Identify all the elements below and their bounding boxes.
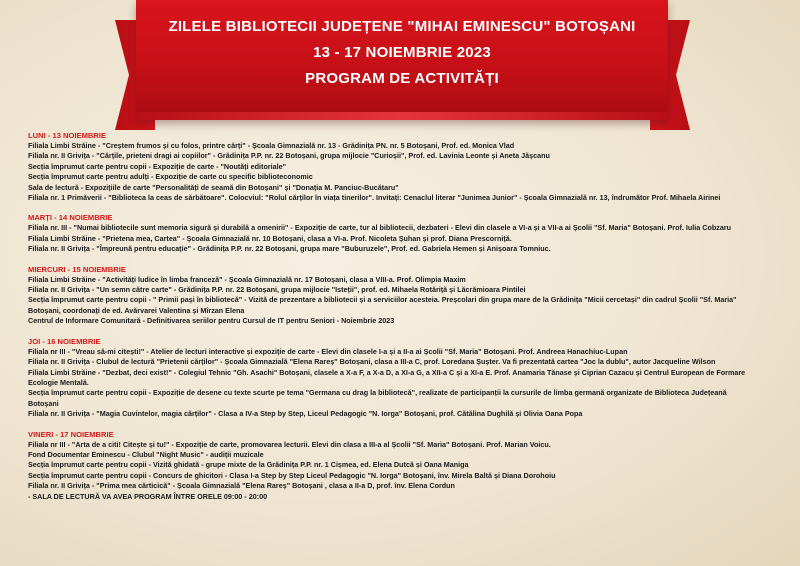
activity-item: Centrul de Informare Comunitară - Definitivarea seriilor pentru Cursul de IT pentru Seniori - Noiembrie 2023 bbox=[28, 316, 395, 326]
activity-item: Filiala nr. II Grivița - "Un semn către carte" - Grădinița P.P. nr. 22 Botoșani, grupa mijlocie "Isteții", prof. ed. Mihaela Rotăriță și Lăcrămioara Pintilei bbox=[28, 285, 526, 295]
activity-item: Filiala nr. II Grivița - "Cărțile, prieteni dragi ai copiilor" - Grădinița P.P. nr. 22 Botoșani, grupa mijlocie "Curioșii", Prof. ed. Lavinia Leonte și Aneta Jășcanu bbox=[28, 151, 550, 161]
reading-room-note: - SALA DE LECTURĂ VA AVEA PROGRAM ÎNTRE ORELE 09:00 - 20:00 bbox=[28, 491, 268, 501]
activity-item: Secția împrumut carte pentru copii - Expoziție de carte - "Noutăți editoriale" bbox=[28, 161, 287, 171]
activity-item: Filiala nr. II Grivița - "Magia Cuvintelor, magia cărților" - Clasa a IV-a Step by Step, Liceul Pedagogic "N. Iorga" Botoșani, prof. Cătălina Dughilă și Olivia Oana Popa bbox=[28, 409, 583, 419]
day-tuesday bbox=[28, 212, 788, 254]
program-list bbox=[28, 130, 788, 502]
day-monday bbox=[28, 130, 788, 203]
activity-item: Filiala Limbi Străine - "Prietena mea, Cartea" - Școala Gimnazială nr. 10 Botoșani, clasa a VI-a. Prof. Nicoleta Șuhan și prof. Diana Prescorniță. bbox=[28, 233, 512, 243]
banner-dates: 13 - 17 NOIEMBRIE 2023 bbox=[313, 44, 491, 61]
activity-item: Filiala nr. II Grivița - Clubul de lectură "Prietenii cărților" - Școala Gimnazială "Elena Rareș" Botoșani, clasa a III-a C, prof. Loredana Șușter. Va fi prezentată cartea "Joc la dublu", autor Jacqueline Wilson bbox=[28, 357, 716, 367]
day-friday bbox=[28, 429, 788, 502]
activity-item: Sala de lectură - Expozițiile de carte "Personalități de seamă din Botoșani" și "Donația M. Panciuc-Bucătaru" bbox=[28, 182, 399, 192]
activity-item: Secția împrumut carte pentru copii - Expoziție de desene cu texte scurte pe tema "Germana cu drag la bibliotecă", realizate de participanții la cursurile de limba germană organizate de Biblioteca Județeană Botoșani bbox=[28, 388, 727, 408]
banner-edge bbox=[136, 112, 668, 120]
activity-item: Filiala nr III - "Vreau să-mi citești!" - Atelier de lecturi interactive și expoziție de carte - Elevi din clasele I-a și a II-a ai Școlii "Sf. Maria" Botoșani. Prof. Andreea Hanachiuc-Lupan bbox=[28, 346, 628, 356]
title-banner bbox=[136, 0, 668, 120]
banner-title: ZILELE BIBLIOTECII JUDEȚENE "MIHAI EMINESCU" BOTOȘANI bbox=[168, 18, 636, 35]
activity-item: Filiala nr. 1 Primăverii - "Biblioteca la ceas de sărbătoare". Colocviul: "Rolul cărților în viața tinerilor". Invitați: Cenaclul literar "Junimea Junior" - Școala Gimnazială nr. 13, îndrumător Prof. Mihaela Airinei bbox=[28, 193, 721, 203]
activity-item: Secția împrumut carte pentru copii - Concurs de ghicitori - Clasa I-a Step by Step Liceul Pedagogic "N. Iorga" Botoșani, înv. Mirela Baltă și Diana Dorohoiu bbox=[28, 470, 556, 480]
day-title: MIERCURI - 15 NOIEMBRIE bbox=[28, 264, 126, 274]
activity-item: Filiala Limbi Străine - "Activități ludice în limba franceză" - Școala Gimnazială nr. 17 Botoșani, clasa a VIII-a. Prof. Olimpia Maxim bbox=[28, 274, 466, 284]
activity-item: Secția împrumut carte pentru adulți - Expoziție de carte cu specific biblioteconomic bbox=[28, 172, 313, 182]
activity-item: Filiala nr. II Grivița - "Împreună pentru educație" - Grădinița P.P. nr. 22 Botoșani, grupa mare "Buburuzele", Prof. ed. Gabriela Hemen și Anișoara Tomniuc. bbox=[28, 244, 551, 254]
day-title: JOI - 16 NOIEMBRIE bbox=[28, 336, 101, 346]
day-wednesday bbox=[28, 264, 788, 327]
day-title: MARȚI - 14 NOIEMBRIE bbox=[28, 213, 113, 223]
banner-subtitle: PROGRAM DE ACTIVITĂȚI bbox=[305, 70, 499, 87]
activity-item: Filiala Limbi Străine - "Creștem frumos și cu folos, printre cărți" - Școala Gimnazială nr. 13 - Grădinița PN. nr. 5 Botoșani, Prof. ed. Monica Vlad bbox=[28, 141, 515, 150]
day-title: LUNI - 13 NOIEMBRIE bbox=[28, 131, 107, 140]
activity-item: Filiala nr III - "Arta de a citi! Citește și tu!" - Expoziție de carte, promovarea lecturii. Elevi din clasa a III-a al Școlii "Sf. Maria" Botoșani. Prof. Marian Voicu. bbox=[28, 439, 551, 449]
day-title: VINERI - 17 NOIEMBRIE bbox=[28, 429, 114, 439]
activity-item: Secția împrumut carte pentru copii - Vizită ghidată - grupe mixte de la Grădinița P.P. nr. 1 Cișmea, ed. Elena Dutcă și Oana Maniga bbox=[28, 460, 469, 470]
activity-item: Filiala Limbi Străine - "Dezbat, deci exist!" - Colegiul Tehnic "Gh. Asachi" Botoșani, clasele a X-a F, a X-a D, a XI-a G, a XII-a C și a XI-a E. Prof. Anamaria Tănase și Ciprian Cazacu și Centrul European de Formare Ecologie Mentală. bbox=[28, 367, 746, 387]
activity-item: Filiala nr. III - "Numai bibliotecile sunt memoria sigură și durabilă a omenirii" - Expoziție de carte, tur al bibliotecii, dezbateri - Elevi din clasele a VI-a și a VII-a ai Școlii "Sf. Maria" Botoșani. Prof. Iulia Cobzaru bbox=[28, 223, 732, 233]
activity-item: Fond Documentar Eminescu - Clubul "Night Music" - audiții muzicale bbox=[28, 449, 264, 459]
activity-item: Secția împrumut carte pentru copii - " Primii pași în bibliotecă" - Vizită de prezentare a bibliotecii și a serviciilor acesteia. Preșcolari din grupa mare de la Grădinița "Micii cercetași" din cadrul Școlii "Sf. Maria" Botoșani, coordonați de ed. Avărvarei Valentina și Mîrzan Elena bbox=[28, 295, 737, 315]
day-thursday bbox=[28, 336, 788, 420]
activity-item: Filiala nr. II Grivița - "Prima mea cărticică" - Școala Gimnazială "Elena Rareș" Botoșani , clasa a II-a D, prof. înv. Elena Cordun bbox=[28, 481, 455, 491]
